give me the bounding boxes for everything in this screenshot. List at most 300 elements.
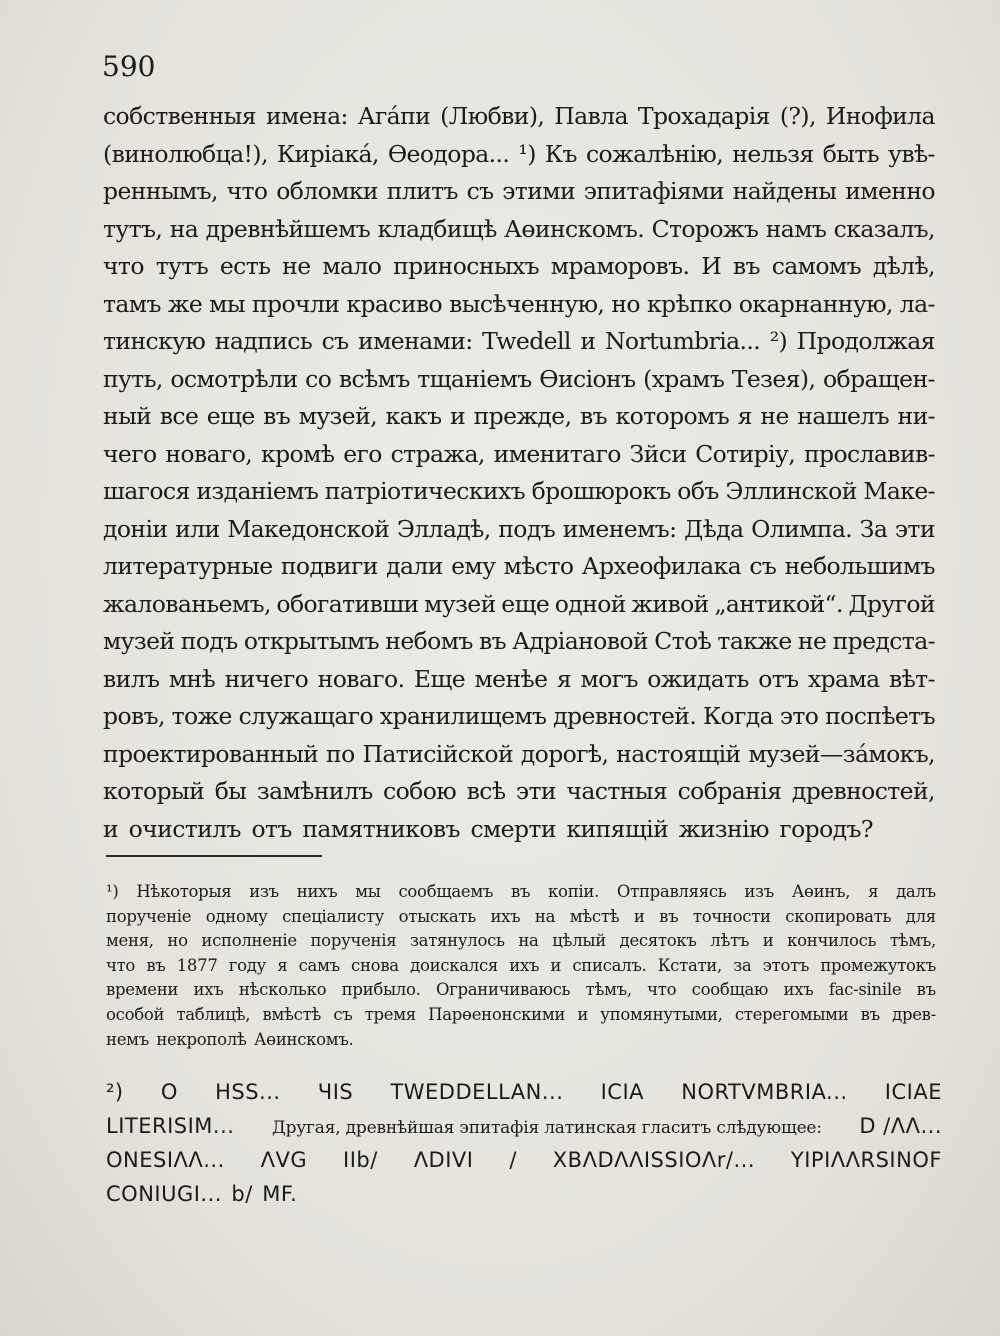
- text-line: [103, 736, 935, 774]
- word: именитаго: [493, 439, 621, 468]
- footnote-line: [106, 880, 936, 905]
- word: и: [762, 931, 774, 951]
- word: мѣсто: [503, 552, 574, 580]
- word: древ-: [892, 1004, 936, 1024]
- text-line: [103, 398, 935, 436]
- footnote-line: [106, 905, 936, 930]
- inscription-line-mixed: [106, 1109, 942, 1143]
- word: съ: [333, 1004, 353, 1024]
- word: именами:: [358, 327, 473, 355]
- word: вмѣстѣ: [262, 1004, 322, 1024]
- word: въ: [916, 980, 936, 1000]
- word: точности: [692, 906, 771, 926]
- word: подъ: [180, 627, 238, 655]
- text-line: [103, 248, 935, 286]
- text-line: [103, 698, 935, 736]
- footnote-line: [106, 1028, 936, 1053]
- word: кипящій: [566, 814, 669, 843]
- main-text: [103, 98, 935, 848]
- word: Къ: [544, 139, 577, 168]
- text-line: [103, 436, 935, 474]
- word: городъ?: [779, 814, 873, 843]
- word: всѣмъ: [338, 364, 410, 393]
- word: подъ: [498, 514, 556, 543]
- word: музей—за́мокъ,: [748, 739, 935, 768]
- word: я: [277, 955, 288, 975]
- word: ни-: [897, 402, 935, 430]
- word: вилъ: [103, 664, 160, 693]
- word: ожидать: [647, 664, 749, 693]
- word: „антикой“.: [714, 589, 843, 618]
- word: прославив-: [803, 439, 935, 468]
- footnote-line: [106, 954, 936, 979]
- word: тутъ,: [103, 214, 163, 243]
- word: тщаніемъ: [417, 364, 532, 393]
- word: смерти: [470, 814, 556, 843]
- word: но: [167, 931, 188, 951]
- word: Македонской: [227, 514, 390, 543]
- word: fac-sinile: [828, 980, 902, 1000]
- word: Стоѣ: [654, 627, 712, 655]
- word: Парөенонскими: [428, 1004, 566, 1024]
- word: немъ: [106, 1029, 149, 1049]
- word: приносныхъ: [393, 252, 539, 280]
- word: Когда: [702, 702, 774, 730]
- inscription-line: [106, 1075, 942, 1109]
- word: году: [228, 955, 267, 975]
- word: За: [859, 514, 888, 543]
- word: же: [167, 289, 203, 318]
- word: Дѣда: [684, 514, 744, 543]
- word: снова: [351, 955, 399, 975]
- word: Өеодора...: [387, 139, 510, 168]
- word: прочли: [251, 289, 340, 318]
- word: Эллинской: [725, 477, 857, 505]
- word: изъ: [249, 882, 279, 901]
- word: Инофила: [825, 102, 935, 130]
- word: нихъ: [296, 882, 338, 901]
- word: который: [103, 777, 205, 805]
- word: въ: [860, 1004, 880, 1024]
- word: брошюрокъ: [531, 477, 671, 505]
- word: исполненіе: [201, 931, 297, 951]
- word: ICIA: [600, 1080, 645, 1104]
- word: нѣсколько: [238, 980, 327, 1000]
- word: мѣстѣ: [569, 906, 620, 926]
- word: ровъ,: [103, 702, 165, 730]
- word: намъ: [765, 214, 827, 243]
- word: предста-: [832, 627, 935, 655]
- word: ΛVG: [260, 1148, 308, 1172]
- text-line: [103, 136, 935, 174]
- word: MF.: [262, 1182, 298, 1206]
- word: что: [103, 252, 144, 280]
- word: мнѣ: [168, 664, 216, 693]
- word: ICIAE: [884, 1080, 942, 1104]
- word: прибыло.: [341, 980, 421, 1000]
- word: надпись: [214, 327, 313, 355]
- text-line: [103, 623, 935, 661]
- word: крѣпко: [646, 289, 732, 318]
- word: Аөинъ,: [791, 882, 851, 901]
- word: всѣ: [466, 777, 506, 805]
- word: Отправляясь: [616, 882, 727, 901]
- word: открытымъ: [243, 627, 379, 655]
- word: что: [647, 980, 677, 1000]
- word: изъ: [744, 882, 774, 901]
- word: не: [797, 627, 827, 655]
- word: для: [905, 906, 936, 926]
- word: хранилищемъ: [379, 702, 547, 730]
- text-line: [103, 211, 935, 249]
- word: b/: [231, 1182, 253, 1206]
- inscription-footnote: [106, 1075, 942, 1211]
- word: жизнію: [678, 814, 769, 843]
- text-line: [103, 361, 935, 399]
- word: ихъ: [783, 980, 814, 1000]
- word: на: [518, 931, 539, 951]
- text-line: [103, 173, 935, 211]
- word: тѣмъ,: [585, 980, 632, 1000]
- word: дорогѣ,: [520, 739, 609, 768]
- word: особой: [106, 1004, 165, 1024]
- text-line: [103, 773, 935, 811]
- word: эти: [515, 777, 556, 805]
- word: именемъ:: [562, 514, 677, 543]
- word: на: [534, 906, 556, 926]
- word: окарнанную,: [738, 289, 893, 318]
- word: десятокъ: [619, 931, 697, 951]
- word: реннымъ,: [103, 177, 218, 205]
- word: кладбищѣ: [377, 214, 497, 243]
- word: IIb/: [343, 1148, 378, 1172]
- footnote-divider: [106, 855, 322, 857]
- word: сожалѣнію,: [586, 139, 724, 168]
- word: Өисiонъ: [539, 364, 636, 393]
- word: O: [160, 1080, 178, 1104]
- word: кончилось: [787, 931, 877, 951]
- word: кромѣ: [261, 439, 335, 468]
- word: сообщаемъ: [398, 882, 494, 901]
- word: промежутокъ: [820, 955, 936, 975]
- word: и: [103, 814, 119, 843]
- word: мало: [322, 252, 382, 280]
- word: въ: [263, 402, 291, 430]
- text-line: [103, 473, 935, 511]
- word: въ: [479, 627, 507, 655]
- word: нельзя: [732, 139, 814, 168]
- word: древностей.: [553, 702, 697, 730]
- word: увѣ-: [888, 139, 935, 168]
- word: Тезея),: [731, 364, 816, 393]
- word: которомъ: [615, 402, 730, 430]
- word: подвиги: [280, 552, 378, 580]
- word: TWEDDELLAN...: [390, 1080, 564, 1104]
- word: HSS...: [215, 1080, 281, 1104]
- word: красиво: [346, 289, 443, 318]
- word: стерегомыми: [734, 1004, 849, 1024]
- word: Павла: [554, 102, 628, 130]
- word: какъ: [385, 402, 442, 430]
- word: Адріановой: [512, 627, 648, 655]
- word: по: [326, 739, 355, 768]
- word: Археофилака: [581, 552, 741, 580]
- word: Маке-: [863, 477, 935, 505]
- word: обломки: [276, 177, 378, 205]
- word: собранія: [677, 777, 782, 805]
- footnote-line: [106, 1003, 936, 1028]
- word: порученія: [310, 931, 397, 951]
- word: меня,: [106, 931, 154, 951]
- word: служащаго: [238, 702, 374, 730]
- word: копіи.: [548, 882, 600, 901]
- word: Сторожъ: [651, 214, 759, 243]
- word: это: [779, 702, 819, 730]
- text-line: [103, 511, 935, 549]
- word: музей: [424, 589, 496, 618]
- word: Еще: [413, 664, 466, 693]
- word: Олимпа.: [751, 514, 853, 543]
- word: частныя: [566, 777, 668, 805]
- word: въ: [146, 955, 166, 975]
- inscription-caps-end: D /ΛΛ...: [859, 1114, 942, 1138]
- word: небольшимъ: [784, 552, 935, 580]
- text-line: [103, 323, 935, 361]
- word: ихъ: [509, 955, 540, 975]
- word: эпитафіями: [583, 177, 724, 205]
- word: стража,: [390, 439, 485, 468]
- word: ему: [451, 552, 496, 580]
- word: проектированный: [103, 739, 319, 768]
- word: ла-: [899, 289, 935, 318]
- word: И: [701, 252, 722, 280]
- word: живой: [631, 589, 709, 618]
- word: ЧIS: [317, 1080, 354, 1104]
- word: NORTVMBRIA...: [681, 1080, 848, 1104]
- text-line: [103, 548, 935, 586]
- word: тутъ: [155, 252, 209, 280]
- word: упомянутыми,: [600, 1004, 723, 1024]
- word: не: [760, 402, 789, 430]
- word: тремя: [364, 1004, 416, 1024]
- word: путь,: [103, 364, 163, 393]
- word: музей: [103, 627, 175, 655]
- word: тѣмъ,: [889, 931, 936, 951]
- word: Нѣкоторыя: [136, 882, 232, 901]
- word: ONESIΛΛ...: [106, 1148, 225, 1172]
- word: (храмъ: [643, 364, 725, 393]
- word: еще: [206, 402, 255, 430]
- word: высѣченную,: [449, 289, 605, 318]
- word: доніи: [103, 514, 168, 543]
- word: ¹): [106, 882, 119, 901]
- word: еще: [501, 589, 550, 618]
- word: ²): [769, 327, 788, 355]
- page-number: 590: [102, 50, 156, 83]
- word: вѣт-: [888, 664, 935, 693]
- word: этими: [502, 177, 576, 205]
- word: и: [580, 327, 596, 355]
- word: доискался: [410, 955, 499, 975]
- word: обогативши: [276, 589, 419, 618]
- word: или: [175, 514, 220, 543]
- word: найдены: [732, 177, 837, 205]
- word: ΛDIVI: [413, 1148, 474, 1172]
- word: отъ: [758, 664, 799, 693]
- word: цѣлый: [552, 931, 606, 951]
- word: ихъ: [193, 980, 224, 1000]
- word: Ограничиваюсь: [435, 980, 571, 1000]
- word: все: [159, 402, 199, 430]
- word: Элладѣ,: [396, 514, 491, 543]
- footnote-line: [106, 978, 936, 1003]
- word: Патисiйской: [362, 739, 514, 768]
- word: списалъ.: [572, 955, 647, 975]
- word: (винолюбца!),: [103, 139, 268, 168]
- word: лѣтъ: [710, 931, 750, 951]
- word: настоящій: [616, 739, 741, 768]
- word: мы: [355, 882, 381, 901]
- word: тинскую: [103, 327, 206, 355]
- word: Nortumbria...: [604, 327, 761, 355]
- word: отыскать: [398, 906, 476, 926]
- word: жалованьемъ,: [103, 589, 271, 618]
- text-line: [103, 586, 935, 624]
- word: Зйси: [629, 439, 687, 468]
- word: на: [169, 214, 199, 243]
- word: ихъ: [490, 906, 521, 926]
- word: YIPIΛΛRSINOF: [790, 1148, 942, 1172]
- word: Продолжая: [796, 327, 935, 355]
- word: Кстати,: [657, 955, 722, 975]
- word: памятниковъ: [302, 814, 460, 843]
- word: древностей,: [791, 777, 935, 805]
- word: чего: [103, 439, 157, 468]
- word: 1877: [176, 955, 218, 975]
- word: Кирiака́,: [276, 139, 379, 168]
- word: могъ: [580, 664, 638, 693]
- word: за: [733, 955, 752, 975]
- word: прежде,: [473, 402, 572, 430]
- word: плитъ: [386, 177, 458, 205]
- word: новаго,: [165, 439, 253, 468]
- word: XBΛDΛΛISSIOΛr/...: [552, 1148, 756, 1172]
- word: съ: [466, 177, 494, 205]
- word: Сотирiу,: [695, 439, 796, 468]
- word: въ: [732, 252, 760, 280]
- text-line: [103, 98, 935, 136]
- footnotes: [106, 880, 936, 1052]
- word: новаго.: [317, 664, 405, 693]
- word: я: [737, 402, 752, 430]
- word: ²): [106, 1080, 124, 1104]
- text-line: [103, 811, 935, 849]
- word: времени: [106, 980, 179, 1000]
- word: я: [556, 664, 572, 693]
- word: порученіе: [106, 906, 192, 926]
- word: затянулось: [409, 931, 505, 951]
- word: изданіемъ: [196, 477, 319, 505]
- word: что: [226, 177, 268, 205]
- word: собою: [383, 777, 457, 805]
- word: (Любви),: [440, 102, 545, 130]
- word: его: [343, 439, 382, 468]
- word: мраморовъ.: [550, 252, 690, 280]
- word: Агáпи: [357, 102, 431, 130]
- word: что: [106, 955, 136, 975]
- word: также: [717, 627, 792, 655]
- word: тоже: [171, 702, 232, 730]
- word: въ: [510, 882, 531, 901]
- word: небомъ: [385, 627, 473, 655]
- word: скопировать: [785, 906, 892, 926]
- word: и: [550, 955, 562, 975]
- word: обращен-: [822, 364, 935, 393]
- word: не: [282, 252, 311, 280]
- word: самъ: [298, 955, 340, 975]
- word: /: [509, 1148, 517, 1172]
- word: поспѣетъ: [825, 702, 935, 730]
- word: Аөинскомъ.: [504, 214, 645, 243]
- word: нашелъ: [797, 402, 889, 430]
- word: въ: [580, 402, 607, 430]
- inscription-description: Другая, древнѣйшая эпитафія латинская гласитъ слѣдующее:: [271, 1118, 822, 1138]
- word: очистилъ: [128, 814, 241, 843]
- word: дѣлѣ,: [872, 252, 935, 280]
- word: шагося: [103, 477, 190, 505]
- word: ный: [103, 402, 152, 430]
- word: сказалъ,: [833, 214, 935, 243]
- word: самомъ: [771, 252, 861, 280]
- text-line: [103, 661, 935, 699]
- word: есть: [219, 252, 271, 280]
- inscription-line: [106, 1177, 942, 1211]
- word: музей,: [298, 402, 378, 430]
- footnote-line: [106, 929, 936, 954]
- word: ¹): [518, 139, 536, 168]
- word: Трохадарія: [637, 102, 770, 130]
- word: этотъ: [762, 955, 810, 975]
- word: древнѣйшемъ: [205, 214, 371, 243]
- word: имена:: [265, 102, 348, 130]
- word: Другой: [848, 589, 935, 618]
- word: (?),: [779, 102, 816, 130]
- word: и: [633, 906, 645, 926]
- inscription-line: [106, 1143, 942, 1177]
- word: но: [611, 289, 640, 318]
- word: отъ: [251, 814, 292, 843]
- word: съ: [749, 552, 777, 580]
- word: мы: [209, 289, 245, 318]
- word: таблицѣ,: [176, 1004, 251, 1024]
- word: далъ: [896, 882, 936, 901]
- word: храма: [807, 664, 880, 693]
- word: ничего: [224, 664, 309, 693]
- word: сообщаю: [691, 980, 769, 1000]
- word: объ: [677, 477, 719, 505]
- word: литературные: [103, 552, 273, 580]
- word: Twedell: [482, 327, 571, 355]
- inscription-caps: LITERISIM...: [106, 1114, 235, 1138]
- word: и: [577, 1004, 589, 1024]
- word: я: [868, 882, 879, 901]
- word: CONIUGI...: [106, 1182, 222, 1206]
- word: и: [450, 402, 466, 430]
- word: собственныя: [103, 102, 257, 130]
- word: бы: [214, 777, 247, 805]
- word: одному: [205, 906, 268, 926]
- word: въ: [659, 906, 679, 926]
